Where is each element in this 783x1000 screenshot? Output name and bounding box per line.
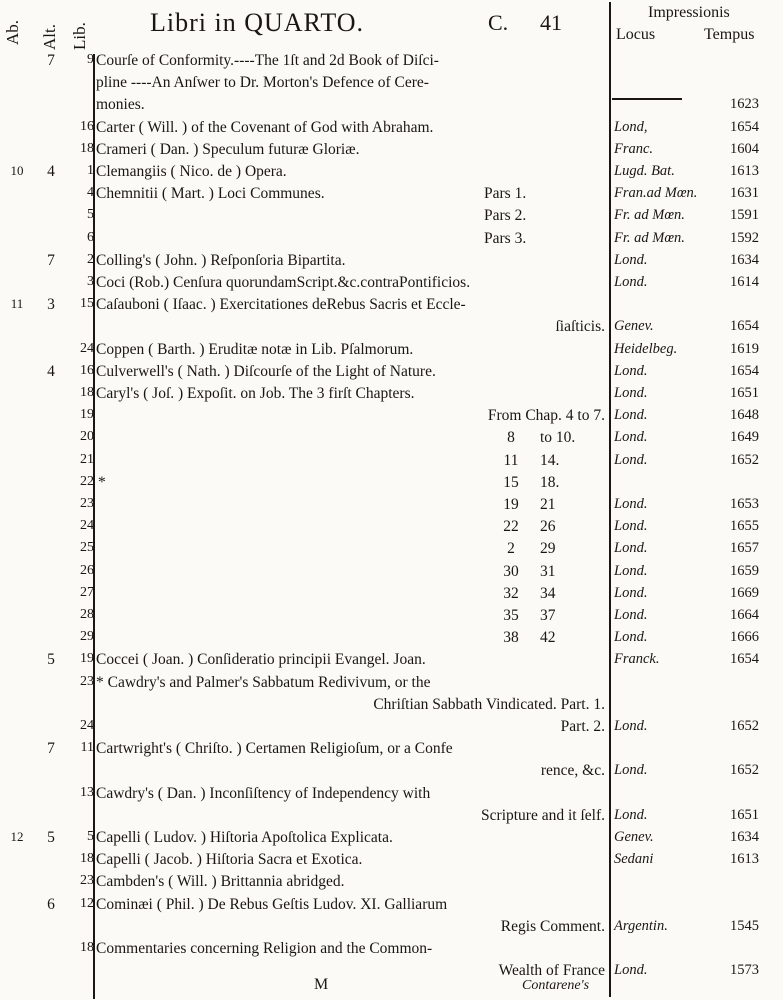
- lib-number: 20: [80, 429, 94, 445]
- imprint-year: 1623: [730, 96, 759, 113]
- imprint-place: Lond.: [614, 607, 648, 623]
- entry-text: Cartwright's ( Chriſto. ) Certamen Religioſum, or a Confe: [96, 740, 453, 758]
- catalogue-entry-row: [0, 119, 783, 141]
- catalogue-entry-row: [0, 585, 783, 607]
- asterisk-mark: *: [98, 473, 106, 491]
- imprint-place: Lond.: [614, 385, 648, 401]
- catalogue-entry-row: [0, 718, 783, 740]
- locus-header: Locus: [616, 26, 656, 43]
- ab-column-header: Ab.: [3, 19, 22, 45]
- imprint-year: 1613: [730, 851, 759, 868]
- lib-number: 6: [87, 229, 94, 245]
- alt-shelf-number: 7: [47, 740, 55, 758]
- alt-shelf-number: 6: [47, 895, 55, 913]
- catalogue-entry-row: [0, 230, 783, 252]
- imprint-year: 1669: [730, 584, 759, 601]
- chapter-from: 8: [507, 429, 515, 447]
- tempus-header: Tempus: [704, 26, 755, 43]
- imprint-place: Lond.: [614, 562, 648, 579]
- imprint-place: Lond.: [614, 962, 648, 979]
- catalogue-entry-row: [0, 274, 783, 296]
- catalogue-entry-row: [0, 496, 783, 518]
- imprint-year: 1591: [730, 207, 759, 224]
- imprint-year: 1592: [730, 229, 759, 246]
- chapter-to: 18.: [540, 473, 560, 491]
- catalogue-entry-row: [0, 74, 783, 96]
- imprint-place: Genev.: [614, 318, 654, 335]
- imprint-year: 1651: [730, 385, 759, 401]
- catalogue-entry-row: [0, 540, 783, 562]
- catalogue-entry-row: [0, 829, 783, 851]
- lib-number: 23: [80, 873, 94, 889]
- entry-text: Cominæi ( Phil. ) De Rebus Geſtis Ludov. XI. Galliarum: [96, 895, 448, 913]
- imprint-year: 1653: [730, 496, 759, 512]
- alt-shelf-number: 7: [47, 52, 55, 69]
- alt-column-header: Alt.: [40, 24, 59, 50]
- imprint-place: Lond.: [614, 451, 648, 468]
- lib-number: 24: [80, 518, 94, 534]
- imprint-place: Lugd. Bat.: [614, 163, 675, 179]
- lib-number: 12: [80, 895, 94, 911]
- catalogue-entry-row: [0, 918, 783, 940]
- catalogue-entry-row: [0, 740, 783, 762]
- lib-number: 25: [80, 540, 94, 556]
- imprint-year: 1651: [730, 806, 759, 823]
- alt-shelf-number: 3: [47, 296, 55, 314]
- entry-text: ſiaſticis.: [555, 318, 605, 336]
- entry-text: rence, &c.: [540, 762, 605, 780]
- catalogue-entry-row: [0, 762, 783, 784]
- imprint-place: Franc.: [614, 140, 654, 157]
- catalogue-entry-row: [0, 429, 783, 451]
- entry-text: Caſauboni ( Iſaac. ) Exercitationes deRebus Sacris et Eccle-: [96, 296, 466, 314]
- imprint-place: Lond.: [614, 718, 648, 734]
- imprint-year: 1573: [730, 962, 759, 979]
- catalogue-entry-row: [0, 407, 783, 429]
- entry-text: Caryl's ( Joſ. ) Expoſit. on Job. The 3 firſt Chapters.: [96, 385, 415, 402]
- imprint-year: 1654: [730, 318, 759, 335]
- alt-shelf-number: 7: [47, 251, 55, 269]
- lib-number: 29: [80, 629, 94, 645]
- imprint-place: Lond.: [614, 407, 648, 424]
- catalogue-entry-row: [0, 185, 783, 207]
- chapter-to: 37: [540, 607, 556, 624]
- entry-text: From Chap. 4 to 7.: [487, 407, 605, 425]
- catalogue-entry-row: [0, 163, 783, 185]
- entry-text: Clemangiis ( Nico. de ) Opera.: [96, 163, 287, 180]
- alt-shelf-number: 4: [47, 362, 55, 380]
- entry-text: Chemnitii ( Mart. ) Loci Communes.: [96, 185, 325, 203]
- imprint-place: Lond.: [614, 362, 648, 379]
- imprint-place: Lond,: [614, 118, 648, 135]
- catalogue-entry-row: [0, 785, 783, 807]
- lib-number: 15: [80, 296, 94, 312]
- entry-text: Commentaries concerning Religion and the Common-: [96, 940, 433, 957]
- imprint-place: Sedani: [614, 851, 654, 868]
- lib-number: 21: [80, 451, 94, 467]
- chapter-to: 21: [540, 496, 556, 513]
- entry-text: Part. 2.: [560, 718, 605, 735]
- chapter-from: 35: [503, 607, 519, 624]
- imprint-year: 1631: [730, 185, 759, 202]
- page-number: 41: [540, 10, 562, 35]
- lib-number: 19: [80, 651, 94, 667]
- catalogue-entry-row: [0, 207, 783, 229]
- imprint-year: 1613: [730, 163, 759, 179]
- imprint-place: Lond.: [614, 496, 648, 512]
- imprint-year: 1655: [730, 518, 759, 535]
- imprint-place: Fr. ad Mœn.: [614, 207, 685, 224]
- imprint-place: Lond.: [614, 518, 648, 535]
- imprint-year: 1652: [730, 762, 759, 779]
- entry-text: Capelli ( Jacob. ) Hiſtoria Sacra et Exotica.: [96, 851, 363, 869]
- part-label: Pars 2.: [484, 207, 527, 225]
- entry-text: Regis Comment.: [500, 917, 605, 935]
- catalogue-entry-row: [0, 252, 783, 274]
- entry-text: Cambden's ( Will. ) Brittannia abridged.: [96, 873, 345, 891]
- page-title: Libri in QUARTO.: [150, 8, 365, 37]
- entry-text: Carter ( Will. ) of the Covenant of God with Abraham.: [96, 118, 434, 136]
- imprint-year: 1648: [730, 407, 759, 424]
- imprint-place: Lond.: [614, 540, 648, 557]
- shelf-mark: C.: [488, 10, 509, 35]
- imprint-year: 1604: [730, 140, 759, 157]
- imprint-place: Heidelbeg.: [614, 340, 678, 357]
- part-label: Pars 3.: [484, 229, 527, 247]
- imprint-place: Franck.: [614, 651, 660, 668]
- imprint-year: 1654: [730, 118, 759, 135]
- lib-number: 5: [87, 829, 94, 844]
- impressionis-header: Impressionis: [648, 4, 730, 21]
- lib-number: 19: [80, 407, 94, 423]
- entry-text: monies.: [96, 96, 145, 114]
- entry-text: Cawdry's ( Dan. ) Inconſiſtency of Independency with: [96, 784, 431, 802]
- chapter-from: 38: [503, 629, 519, 647]
- imprint-place: Argentin.: [614, 917, 668, 934]
- imprint-place: Genev.: [614, 829, 654, 845]
- catalogue-entry-row: [0, 452, 783, 474]
- lib-number: 26: [80, 562, 94, 578]
- ab-shelf-number: 10: [10, 163, 24, 178]
- catalogue-entry-row: [0, 363, 783, 385]
- catalogue-entry-row: [0, 651, 783, 673]
- chapter-to: 34: [540, 584, 556, 602]
- lib-number: 24: [80, 718, 94, 733]
- catalogue-entry-row: [0, 52, 783, 74]
- entry-text: Wealth of France: [498, 962, 605, 980]
- lib-number: 22: [80, 473, 94, 489]
- entry-text: Coccei ( Joan. ) Conſideratio principii Evangel. Joan.: [96, 651, 426, 669]
- alt-shelf-number: 4: [47, 163, 55, 180]
- entry-text: Crameri ( Dan. ) Speculum futuræ Gloriæ.: [96, 140, 360, 158]
- imprint-place: Lond.: [614, 584, 648, 601]
- lib-number: 18: [80, 140, 94, 156]
- lib-number: 28: [80, 607, 94, 622]
- catalogue-entry-row: [0, 296, 783, 318]
- catalogue-entry-row: [0, 385, 783, 407]
- lib-number: 23: [80, 673, 94, 689]
- entry-text: Chriſtian Sabbath Vindicated. Part. 1.: [373, 695, 605, 713]
- lib-number: 16: [80, 362, 94, 378]
- part-label: Pars 1.: [484, 185, 527, 203]
- imprint-year: 1649: [730, 429, 759, 446]
- imprint-place: Lond.: [614, 762, 648, 779]
- lib-number: 11: [80, 740, 94, 756]
- imprint-year: 1652: [730, 718, 759, 734]
- lib-number: 18: [80, 851, 94, 867]
- imprint-year: 1664: [730, 607, 759, 623]
- catchword: Contarene's: [522, 978, 590, 993]
- lib-number: 4: [87, 185, 94, 201]
- catalogue-entry-row: [0, 873, 783, 895]
- entry-text: Coppen ( Barth. ) Eruditæ notæ in Lib. Pſalmorum.: [96, 340, 414, 358]
- imprint-place: Lond.: [614, 629, 648, 646]
- lib-number: 16: [80, 118, 94, 134]
- entry-text: pline ----An Anſwer to Dr. Morton's Defence of Cere-: [96, 74, 429, 92]
- catalogue-entry-row: [0, 696, 783, 718]
- imprint-year: 1619: [730, 340, 759, 357]
- catalogue-entry-row: [0, 629, 783, 651]
- imprint-place: Lond.: [614, 274, 648, 290]
- lib-number: 3: [87, 274, 94, 289]
- alt-shelf-number: 5: [47, 651, 55, 669]
- lib-number: 2: [87, 251, 94, 267]
- imprint-year: 1614: [730, 274, 759, 290]
- lib-column-header: Lib.: [70, 22, 89, 50]
- chapter-from: 22: [503, 518, 519, 536]
- catalogue-entry-row: [0, 474, 783, 496]
- imprint-year: 1652: [730, 451, 759, 468]
- lib-number: 18: [80, 940, 94, 955]
- lib-number: 9: [87, 52, 94, 67]
- entry-text: Scripture and it ſelf.: [481, 806, 605, 824]
- chapter-to: 29: [540, 540, 556, 558]
- chapter-to: 42: [540, 629, 556, 647]
- imprint-place: Fran.ad Mœn.: [614, 185, 698, 202]
- lib-number: 23: [80, 496, 94, 511]
- catalogue-entry-row: [0, 851, 783, 873]
- entry-text: Coci (Rob.) Cenſura quorundamScript.&c.contraPontificios.: [96, 274, 471, 291]
- chapter-from: 2: [507, 540, 515, 558]
- chapter-from: 32: [503, 584, 519, 602]
- lib-number: 27: [80, 584, 94, 600]
- ab-shelf-number: 11: [10, 296, 24, 312]
- catalogue-entry-row: [0, 563, 783, 585]
- signature-mark: M: [314, 976, 329, 993]
- entry-text: Capelli ( Ludov. ) Hiſtoria Apoſtolica Explicata.: [96, 829, 393, 846]
- ab-shelf-number: 12: [10, 829, 24, 844]
- alt-shelf-number: 5: [47, 829, 55, 846]
- chapter-from: 15: [503, 473, 519, 491]
- imprint-year: 1545: [730, 917, 759, 934]
- chapter-to: 26: [540, 518, 556, 536]
- chapter-to: 31: [540, 562, 556, 580]
- lib-number: 24: [80, 340, 94, 356]
- imprint-place: Lond.: [614, 429, 648, 446]
- catalogue-entry-row: [0, 896, 783, 918]
- catalogue-entry-row: [0, 807, 783, 829]
- catalogue-entry-row: [0, 674, 783, 696]
- catalogue-entry-row: [0, 940, 783, 962]
- entry-text: Culverwell's ( Nath. ) Diſcourſe of the Light of Nature.: [96, 362, 436, 380]
- chapter-to: 14.: [540, 451, 560, 469]
- imprint-year: 1659: [730, 562, 759, 579]
- lib-number: 5: [87, 207, 94, 223]
- catalogue-entry-row: [0, 962, 783, 984]
- catalogue-entry-row: [0, 318, 783, 340]
- catalogue-entry-row: [0, 341, 783, 363]
- imprint-year: 1666: [730, 629, 759, 646]
- imprint-year: 1654: [730, 651, 759, 668]
- lib-number: 1: [87, 163, 94, 178]
- lib-number: 13: [80, 784, 94, 800]
- imprint-place: Lond.: [614, 251, 648, 268]
- imprint-place: Lond.: [614, 806, 648, 823]
- lib-number: 18: [80, 385, 94, 400]
- entry-text: Courſe of Conformity.----The 1ſt and 2d Book of Diſci-: [96, 52, 439, 69]
- imprint-year: 1657: [730, 540, 759, 557]
- chapter-to: to 10.: [540, 429, 576, 447]
- chapter-from: 11: [503, 451, 519, 469]
- imprint-year: 1634: [730, 829, 759, 845]
- catalogue-entry-row: [0, 518, 783, 540]
- imprint-year: 1654: [730, 362, 759, 379]
- chapter-from: 30: [503, 562, 519, 580]
- imprint-place: Fr. ad Mœn.: [614, 229, 685, 246]
- chapter-from: 19: [503, 496, 519, 513]
- catalogue-entry-row: [0, 141, 783, 163]
- entry-text: Colling's ( John. ) Reſponſoria Bipartita.: [96, 251, 346, 269]
- catalogue-entry-row: [0, 96, 783, 118]
- entry-text: * Cawdry's and Palmer's Sabbatum Redivivum, or the: [96, 673, 431, 691]
- imprint-year: 1634: [730, 251, 759, 268]
- catalogue-entry-row: [0, 607, 783, 629]
